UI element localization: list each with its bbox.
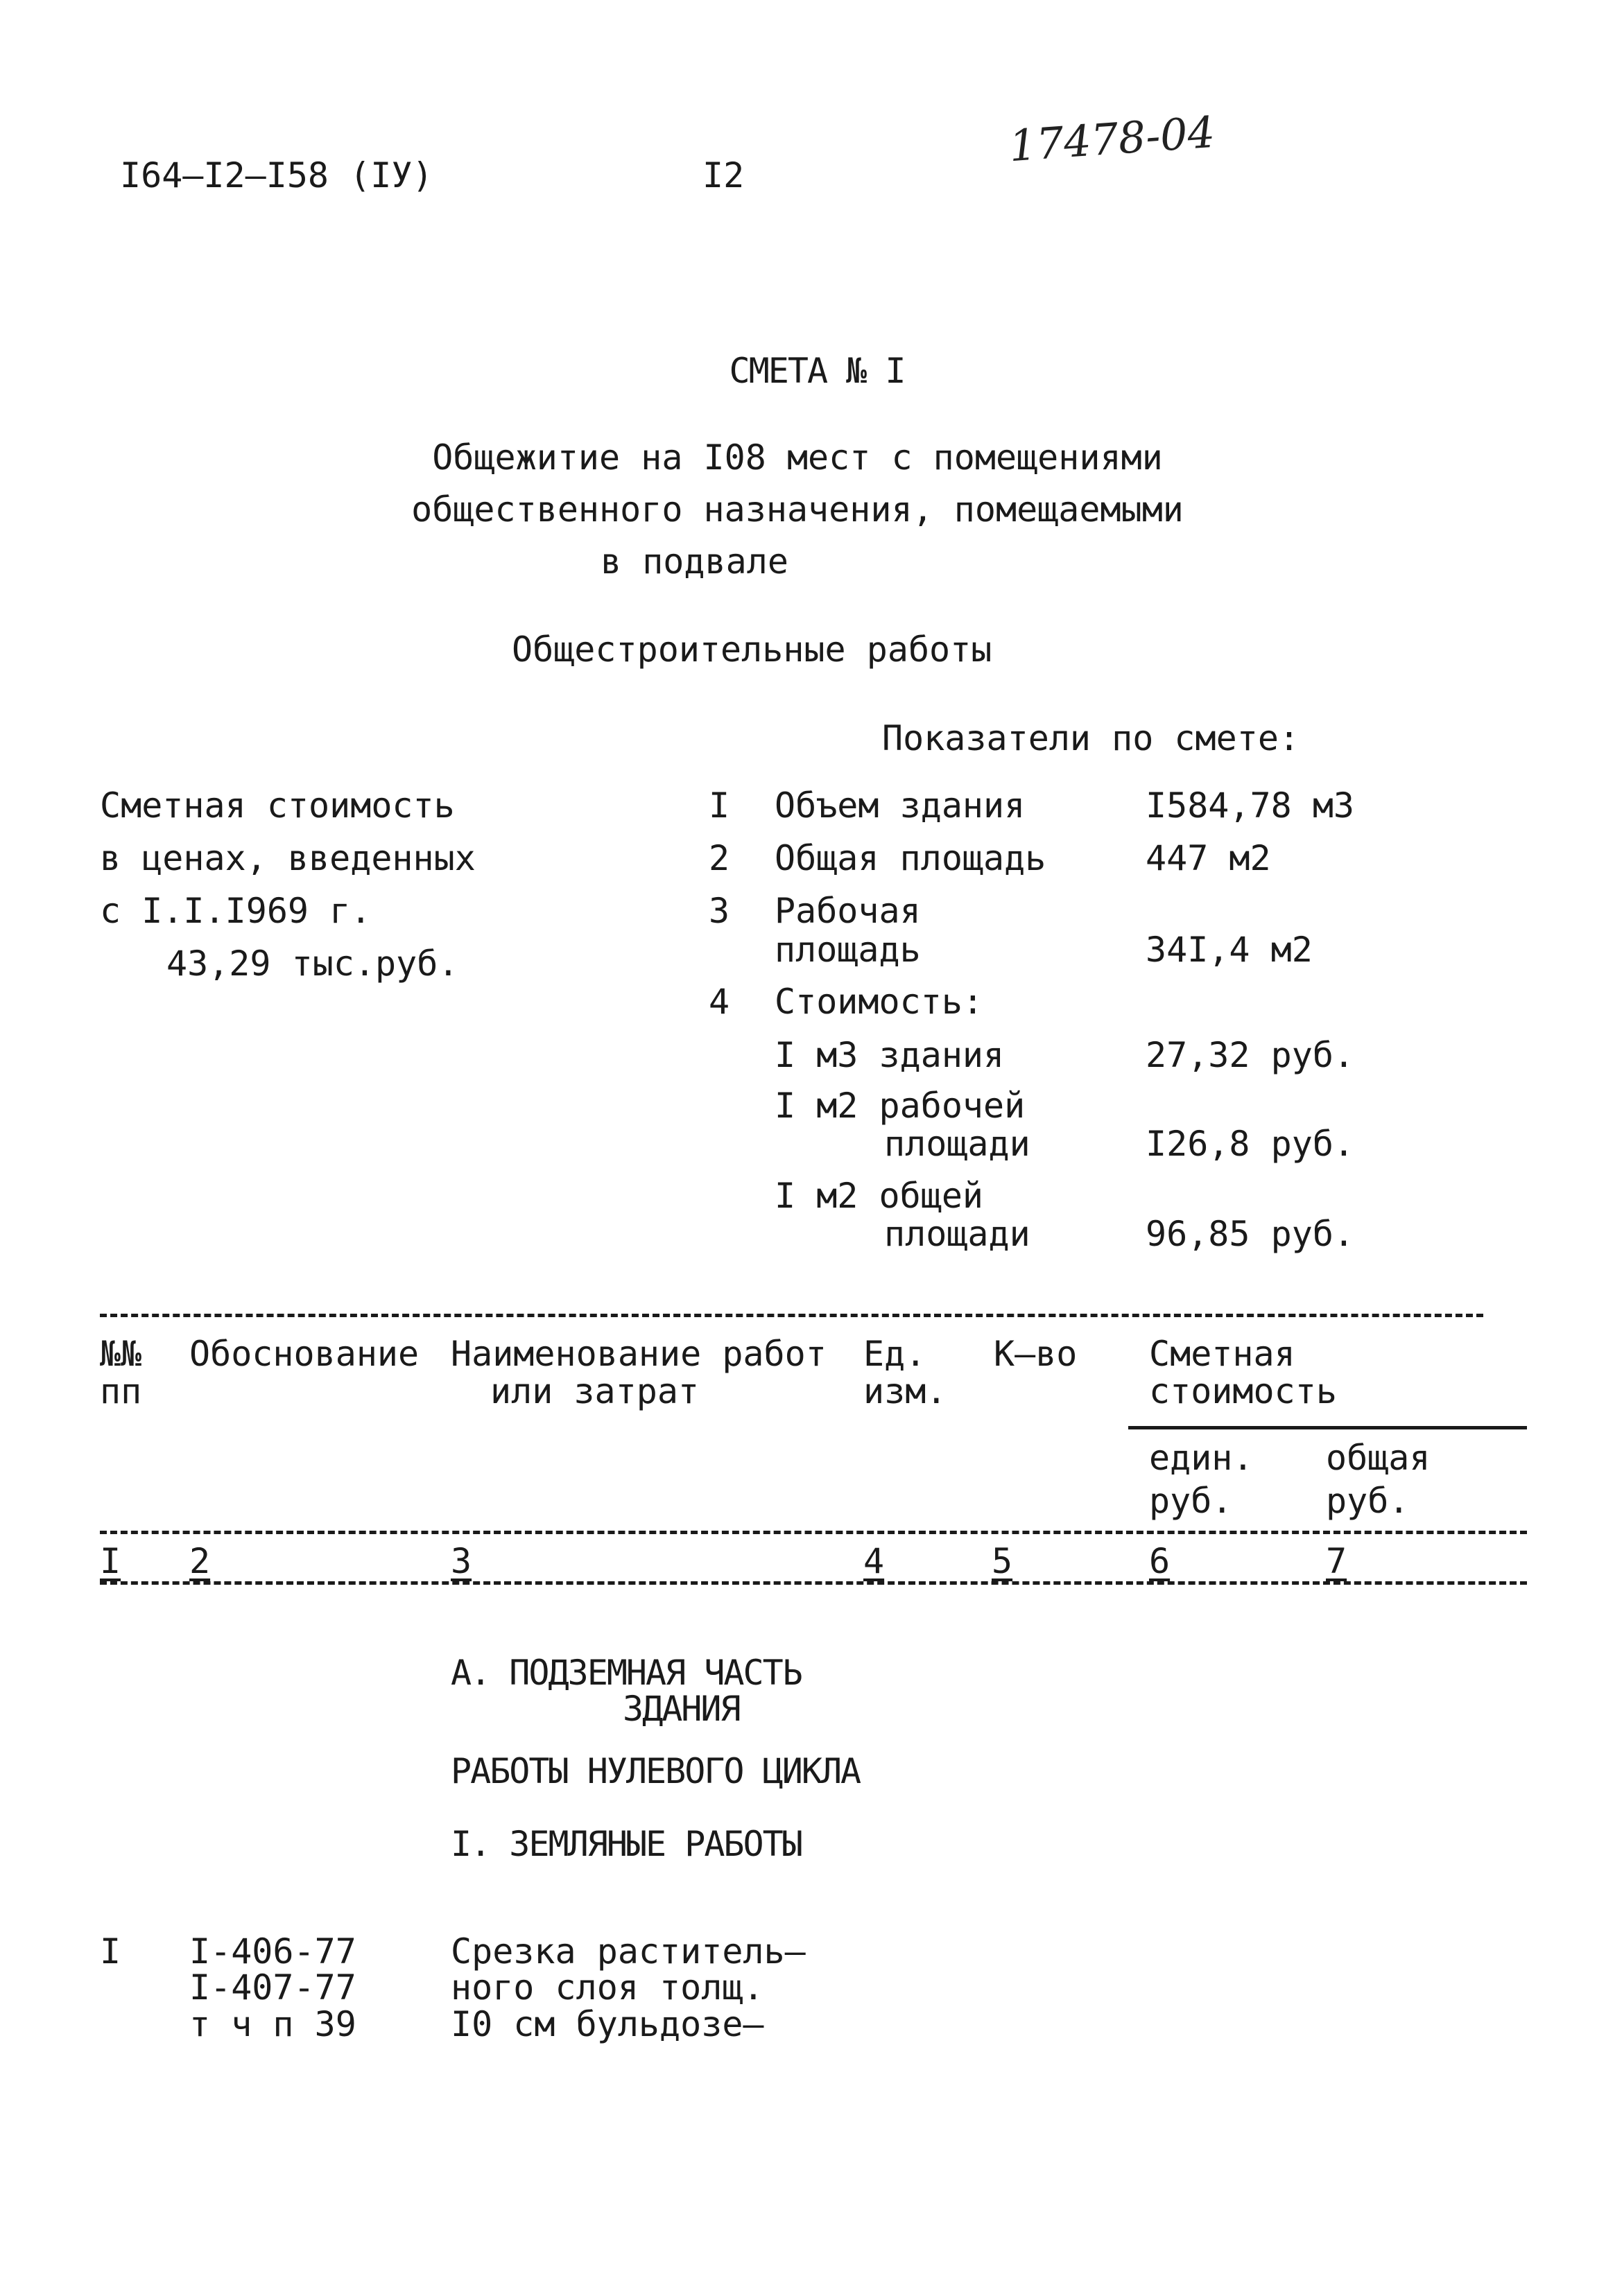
indicator-label-3a: Рабочая xyxy=(775,891,921,931)
table-numbers-rule xyxy=(100,1581,1527,1585)
cost-value: 43,29 тыс.руб. xyxy=(166,943,459,984)
indicator-label-4: Стоимость: xyxy=(775,982,984,1022)
indicators-title: Показатели по смете: xyxy=(882,718,1300,758)
col-header-unit-price-1: един. xyxy=(1149,1438,1254,1478)
row-1-name-2: ного слоя толщ. xyxy=(451,1967,764,2008)
object-line-2: общественного назначения, помещаемыми xyxy=(411,489,1184,530)
cost-per-m3-value: 27,32 руб. xyxy=(1146,1035,1355,1075)
cost-per-work-m2-value: I26,8 руб. xyxy=(1146,1124,1355,1164)
col-number-3: 3 xyxy=(451,1541,472,1581)
col-header-num-1: №№ xyxy=(100,1334,142,1374)
cost-header-rule xyxy=(1128,1426,1527,1429)
object-line-3: в подвале xyxy=(601,541,788,582)
row-1-num: I xyxy=(100,1931,121,1972)
col-number-2: 2 xyxy=(189,1541,211,1581)
col-header-unit-1: Ед. xyxy=(863,1334,926,1374)
row-1-name-1: Срезка раститель– xyxy=(451,1931,806,1972)
cost-label-3: с I.I.I969 г. xyxy=(100,891,372,931)
indicator-label-1: Объем здания xyxy=(775,785,1026,826)
col-number-6: 6 xyxy=(1149,1541,1171,1581)
col-header-name-1: Наименование работ xyxy=(451,1334,827,1374)
col-header-unit-price-2: руб. xyxy=(1149,1481,1233,1521)
col-header-cost-2: стоимость xyxy=(1149,1371,1337,1411)
indicator-value-3: 34I,4 м2 xyxy=(1146,930,1313,970)
section-a-line-1: А. ПОДЗЕМНАЯ ЧАСТЬ xyxy=(451,1653,802,1693)
indicator-label-3b: площадь xyxy=(775,930,921,970)
indicator-num-1: I xyxy=(709,785,730,826)
indicator-value-1: I584,78 м3 xyxy=(1146,785,1355,826)
section-a-line-2: ЗДАНИЯ xyxy=(623,1689,740,1729)
col-number-5: 5 xyxy=(992,1541,1013,1581)
col-header-name-2: или затрат xyxy=(490,1371,700,1411)
table-header-rule xyxy=(100,1531,1527,1534)
cost-per-work-m2-label-2: площади xyxy=(884,1124,1030,1164)
page-number: I2 xyxy=(702,155,745,195)
col-header-qty: К–во xyxy=(994,1334,1078,1374)
document-code: I64–I2–I58 (IУ) xyxy=(120,155,433,195)
cost-per-work-m2-label-1: I м2 рабочей xyxy=(775,1086,1026,1126)
indicator-num-2: 2 xyxy=(709,838,730,878)
cost-per-m3-label: I м3 здания xyxy=(775,1035,1005,1075)
row-1-name-3: I0 см бульдозе– xyxy=(451,2004,764,2044)
col-header-unit-2: изм. xyxy=(863,1371,947,1411)
object-line-1: Общежитие на I08 мест с помещениями xyxy=(432,437,1163,478)
cost-per-total-m2-value: 96,85 руб. xyxy=(1146,1214,1355,1254)
indicator-label-2: Общая площадь xyxy=(775,838,1046,878)
section-zero-cycle: РАБОТЫ НУЛЕВОГО ЦИКЛА xyxy=(451,1751,861,1791)
col-number-4: 4 xyxy=(863,1541,885,1581)
col-header-total-1: общая xyxy=(1326,1438,1431,1478)
col-number-1: I xyxy=(100,1541,121,1581)
col-header-basis: Обоснование xyxy=(189,1334,420,1374)
table-top-rule xyxy=(100,1314,1483,1317)
section-earthworks: I. ЗЕМЛЯНЫЕ РАБОТЫ xyxy=(451,1824,802,1864)
cost-label-1: Сметная стоимость xyxy=(100,785,455,826)
indicator-num-4: 4 xyxy=(709,982,730,1022)
row-1-basis-2: I-407-77 xyxy=(189,1967,356,2008)
indicator-value-2: 447 м2 xyxy=(1146,838,1271,878)
col-header-num-2: пп xyxy=(100,1371,142,1411)
estimate-title: СМЕТА № I xyxy=(729,351,905,391)
cost-per-total-m2-label-2: площади xyxy=(884,1214,1030,1254)
works-title: Общестроительные работы xyxy=(512,629,992,670)
col-header-total-2: руб. xyxy=(1326,1481,1410,1521)
handwritten-number: 17478-04 xyxy=(1007,106,1217,172)
row-1-basis-1: I-406-77 xyxy=(189,1931,356,1972)
row-1-basis-3: т ч п 39 xyxy=(189,2004,356,2044)
indicator-num-3: 3 xyxy=(709,891,730,931)
cost-label-2: в ценах, введенных xyxy=(100,838,476,878)
cost-per-total-m2-label-1: I м2 общей xyxy=(775,1176,984,1216)
col-header-cost-1: Сметная xyxy=(1149,1334,1295,1374)
col-number-7: 7 xyxy=(1326,1541,1347,1581)
